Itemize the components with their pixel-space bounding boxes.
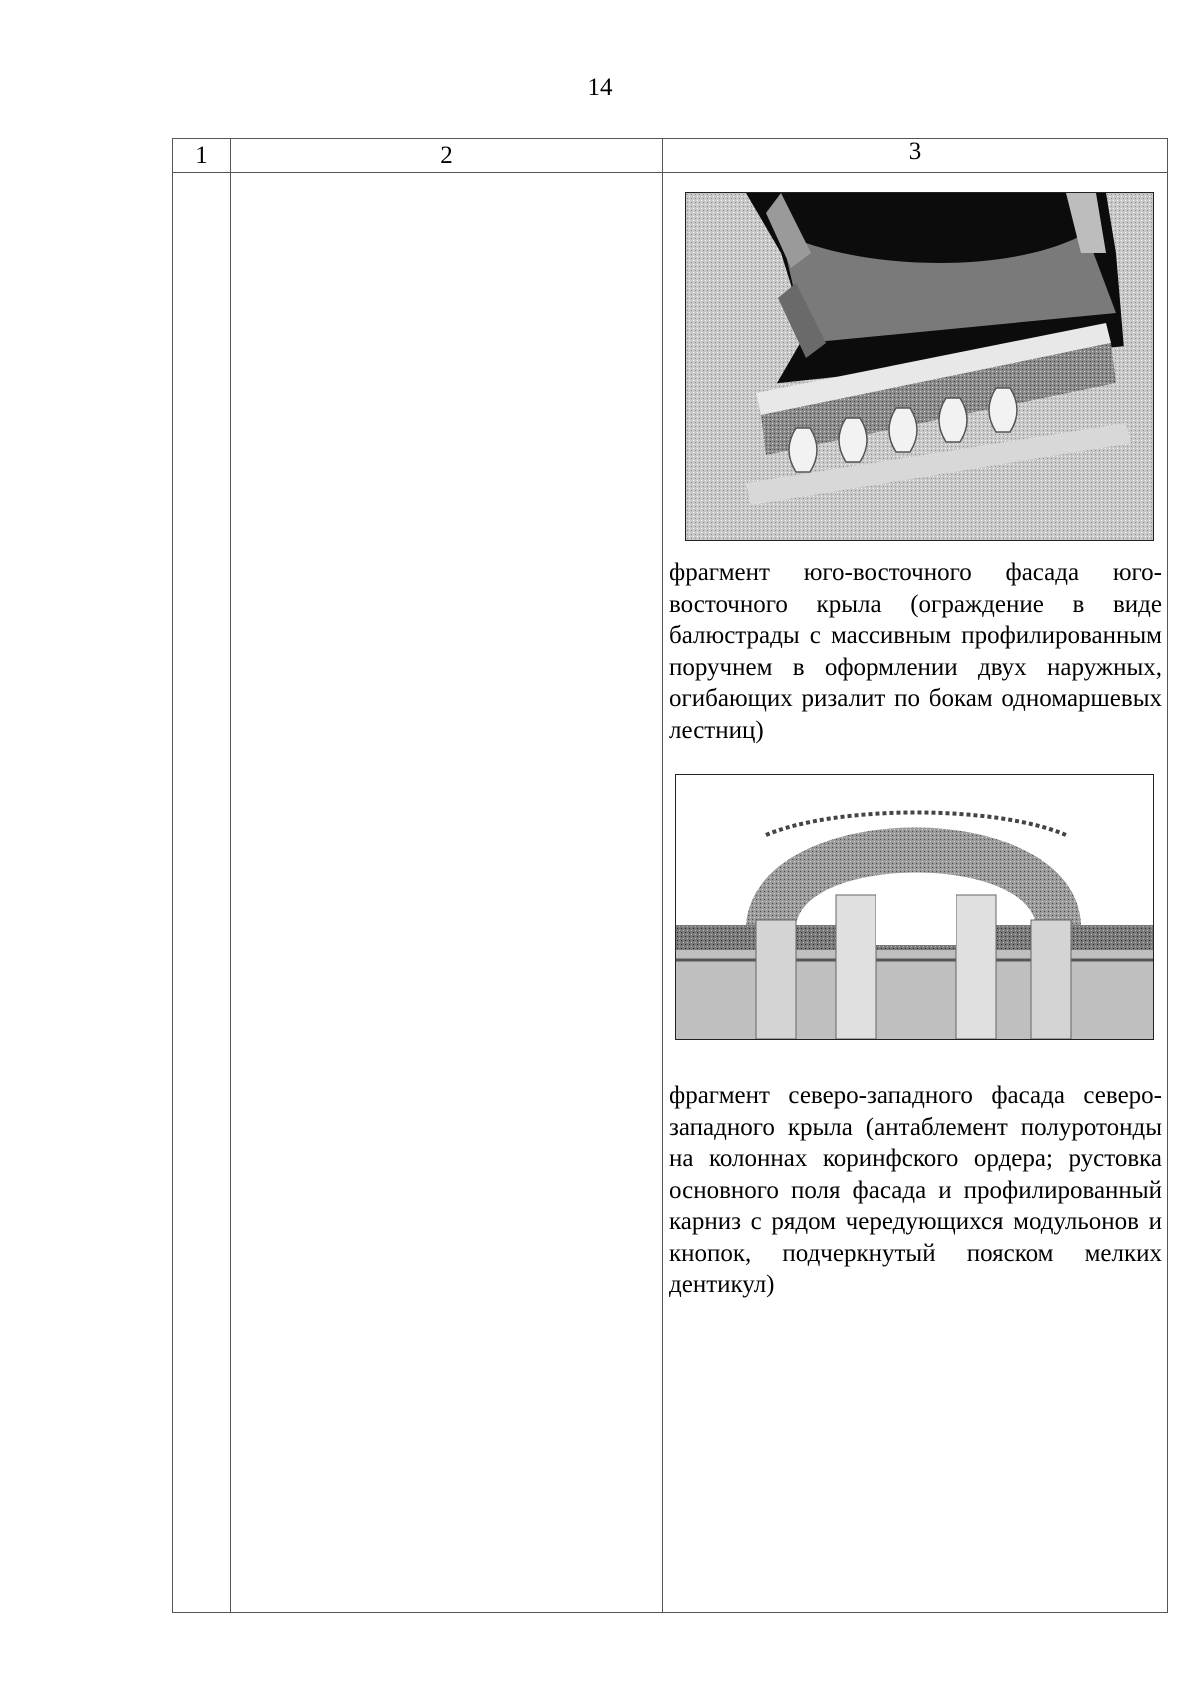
header-col-1: 1 [173,139,231,173]
document-table [172,138,1168,1613]
caption-balustrade: фрагмент юго-восточного фасада юго-восточного крыла (ограждение в виде балюстрады с массивным профилированным поручнем в оформлении двух наружных, огибающих ризалит по бокам одномаршевых лестниц) [669,559,1162,744]
rotunda-entablature-photo [675,774,1154,1040]
cell-col-1 [173,173,231,1613]
header-col-3: 3 [663,139,1168,173]
balustrade-photo [685,192,1154,541]
table-row [173,173,1168,1613]
caption-rotunda: фрагмент северо-западного фасада северо-западного крыла (антаблемент полуротонды на колоннах коринфского ордера; рустовка основного поля фасада и профилированный карниз с рядом чередующихся модульонов и кнопок, подчеркнутый пояском мелких дентикул) [669,1082,1162,1298]
cell-col-2 [231,173,663,1613]
page-number: 14 [587,74,613,101]
cell-col-3 [663,173,1168,1613]
table-header-row [173,139,1168,173]
header-col-2: 2 [231,139,663,173]
